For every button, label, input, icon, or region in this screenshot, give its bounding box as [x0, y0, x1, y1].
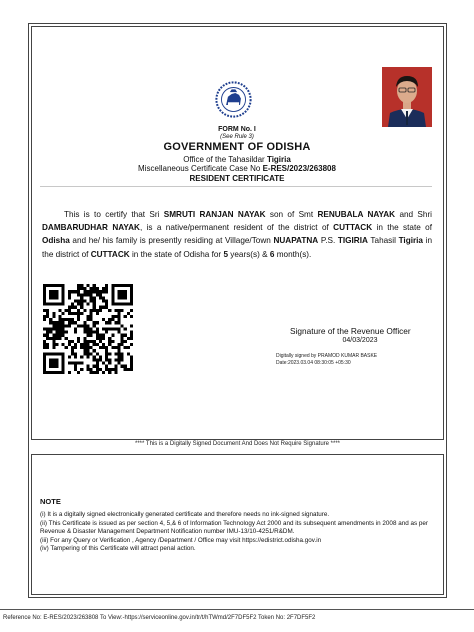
body-text-5: in the state of	[376, 223, 432, 233]
district-native: CUTTACK	[333, 223, 373, 233]
note-item: (i) It is a digitally signed electronically generated certificate and therefore needs no ink-signed signature.	[40, 511, 330, 518]
village-name: NUAPATNA	[273, 236, 319, 246]
case-number: E-RES/2023/263808	[262, 164, 336, 173]
body-text-3: and Shri	[399, 210, 432, 219]
police-station: TIGIRIA	[337, 236, 368, 246]
certificate-body	[42, 208, 432, 261]
body-text-9: in the district of	[42, 236, 432, 259]
note-item: (ii) This Certificate is issued as per section 4, 5,& 6 of Information Technology Act 2000 and its subsequent amendments in 2008 and as per Revenue & Disaster Management Department Notification number IMU-13/10-4251/R&DM.	[40, 519, 428, 536]
note-item: (iv) Tampering of this Certificate will attract penal action.	[40, 545, 196, 553]
case-line	[0, 164, 474, 173]
footer-reference: Reference No: E-RES/2023/263808 To View:-https://serviceonline.gov.in/tr/t/hTWmd/2F7DF5F2 Token No: 2F7DF5F2	[3, 615, 316, 621]
see-rule: (See Rule 3)	[220, 134, 254, 140]
mother-name: RENUBALA NAYAK	[317, 210, 396, 219]
state-native: Odisha	[42, 236, 70, 246]
certificate-title: RESIDENT CERTIFICATE	[189, 174, 285, 183]
body-text-1: This is to certify that Sri	[64, 210, 160, 219]
digital-signature-stamp	[276, 353, 377, 367]
qr-code-icon[interactable]	[43, 284, 133, 374]
note-list	[40, 511, 440, 554]
form-number: FORM No. I	[218, 126, 256, 133]
district-residence: CUTTACK	[90, 249, 130, 259]
father-name: DAMBARUDHAR NAYAK	[42, 223, 140, 233]
digital-sign-date: Date:2023.03.04 08:30:05 +05:30	[276, 360, 351, 366]
body-text-2: son of Smt	[269, 210, 314, 219]
tahasil-residence: Tigiria	[398, 236, 423, 246]
applicant-name: SMRUTI RANJAN NAYAK	[163, 210, 266, 219]
months-count: 6	[269, 249, 275, 259]
signature-date: 04/03/2023	[342, 337, 378, 344]
government-title: GOVERNMENT OF ODISHA	[163, 141, 311, 153]
office-prefix: Office of the Tahasildar	[183, 155, 265, 164]
body-text-11: years(s) &	[230, 249, 268, 259]
divider	[40, 186, 432, 187]
body-text-12: month(s).	[276, 249, 312, 259]
body-text-6: and he/ his family is presently residing at Village/Town	[72, 236, 271, 246]
tahasil-name: Tigiria	[266, 155, 291, 164]
body-text-10: in the state of Odisha for	[131, 249, 222, 259]
note-item: (iii) For any Query or Verification , Agency /Department / Office may visit https://edistrict.odisha.gov.in	[40, 536, 322, 544]
body-text-4: , is a native/permanent resident of the district of	[139, 223, 329, 233]
applicant-photo	[382, 67, 432, 127]
footer-divider	[0, 609, 474, 610]
digital-signature-notice: **** This is a Digitally Signed Document And Does Not Require Signature ****	[135, 441, 340, 447]
body-text-8: Tahasil	[370, 236, 396, 246]
body-text-7: P.S.	[320, 236, 336, 246]
signature-title: Signature of the Revenue Officer	[290, 326, 411, 336]
years-count: 5	[223, 249, 228, 259]
odisha-emblem-icon	[215, 81, 252, 118]
note-title: NOTE	[40, 497, 61, 506]
office-line	[0, 155, 474, 164]
case-prefix: Miscellaneous Certificate Case No	[138, 164, 261, 173]
digital-signer: Digitally signed by PRAMOD KUMAR BASKE	[276, 353, 378, 359]
